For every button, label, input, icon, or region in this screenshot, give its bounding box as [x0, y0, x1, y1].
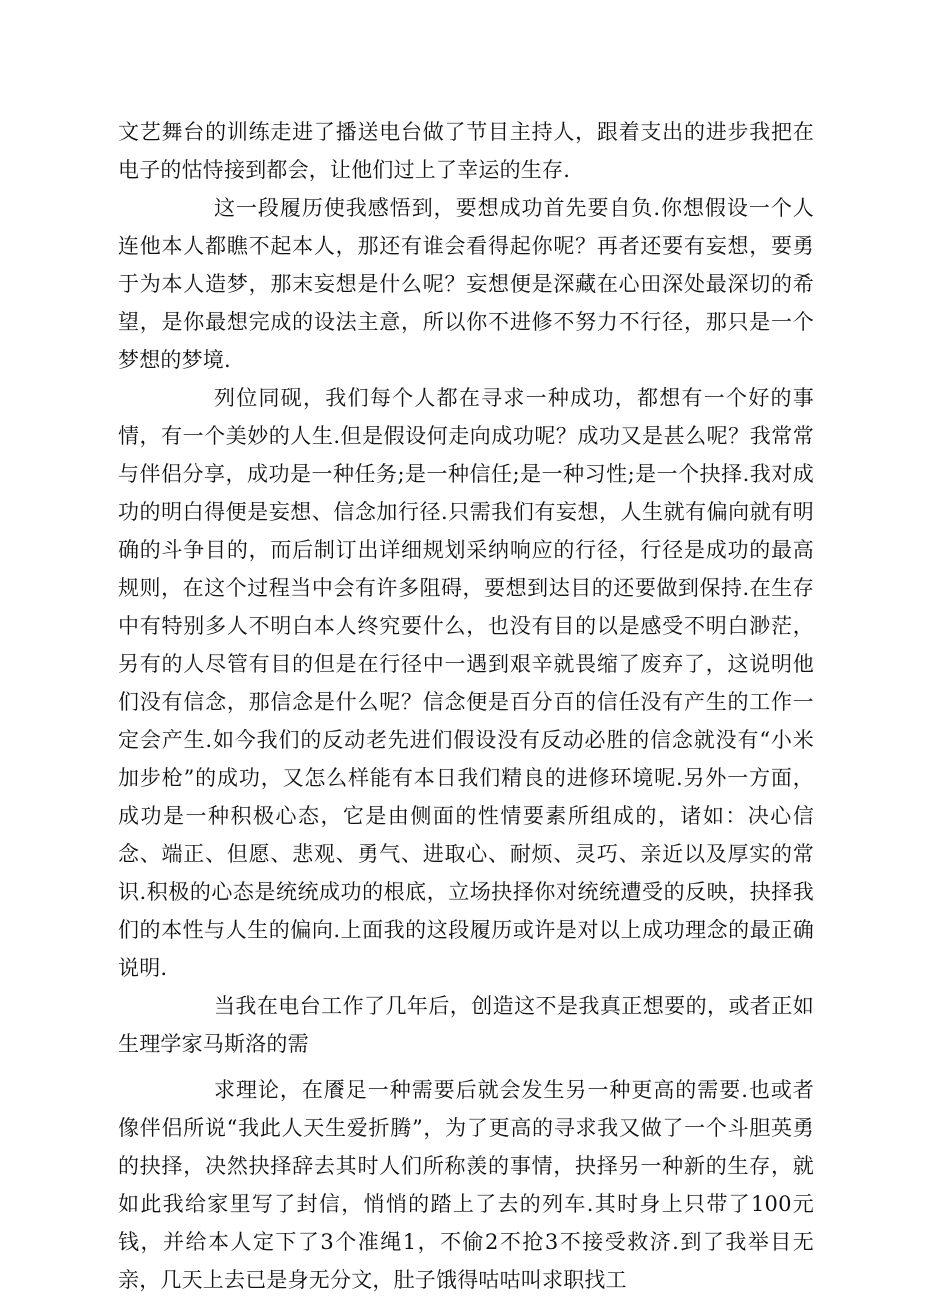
paragraph-4: 当我在电台工作了几年后，创造这不是我真正想要的，或者正如生理学家马斯洛的需: [118, 994, 814, 1056]
document-page: [118, 113, 814, 1299]
paragraph-2: 这一段履历使我感悟到，要想成功首先要自负.你想假设一个人连他本人都瞧不起本人，那还有谁会看得起你呢？再者还要有妄想，要勇于为本人造梦，那末妄想是什么呢？妄想便是深藏在心田深处最深切的希望，是你最想完成的设法主意，所以你不进修不努力不行径，那只是一个梦想的梦境.: [118, 196, 814, 372]
paragraph-5: 求理论，在餍足一种需要后就会发生另一种更高的需要.也或者像伴侣所说“我此人天生爱折腾”，为了更高的寻求我又做了一个斗胆英勇的抉择，决然抉择辞去其时人们所称羡的事情，抉择另一种新的生存，就如此我给家里写了封信，悄悄的踏上了去的列车.其时身上只带了100元钱，并给本人定下了3个准绳1，不偷2不抢3不接受救济.到了我举目无亲，几天上去已是身无分文，肚子饿得咕咕叫求职找工: [118, 1078, 814, 1292]
paragraph-3: 列位同砚，我们每个人都在寻求一种成功，都想有一个好的事情，有一个美妙的人生.但是假设何走向成功呢？成功又是甚么呢？我常常与伴侣分享，成功是一种任务;是一种信任;是一种习性;是一个抉择.我对成功的明白得便是妄想、信念加行径.只需我们有妄想，人生就有偏向就有明确的斗争目的，而后制订出详细规划采纳响应的行径，行径是成功的最高规则，在这个过程当中会有许多阻碍，要想到达目的还要做到保持.在生存中有特别多人不明白本人终究要什么，也没有目的以是感受不明白渺茫，另有的人尽管有目的但是在行径中一遇到艰辛就畏缩了废弃了，这说明他们没有信念，那信念是什么呢？信念便是百分百的信任没有产生的工作一定会产生.如今我们的反动老先进们假设没有反动必胜的信念就没有“小米加步枪”的成功，又怎么样能有本日我们精良的进修环境呢.另外一方面，成功是一种积极心态，它是由侧面的性情要素所组成的，诸如：决心信念、端正、但愿、悲观、勇气、进取心、耐烦、灵巧、亲近以及厚实的常识.积极的心态是统统成功的根底，立场抉择你对统统遭受的反映，抉择我们的本性与人生的偏向.上面我的这段履历或许是对以上成功理念的最正确说明.: [118, 386, 814, 980]
paragraph-1: 文艺舞台的训练走进了播送电台做了节目主持人，跟着支出的进步我把在电子的怙恃接到都会，让他们过上了幸运的生存.: [118, 120, 814, 182]
